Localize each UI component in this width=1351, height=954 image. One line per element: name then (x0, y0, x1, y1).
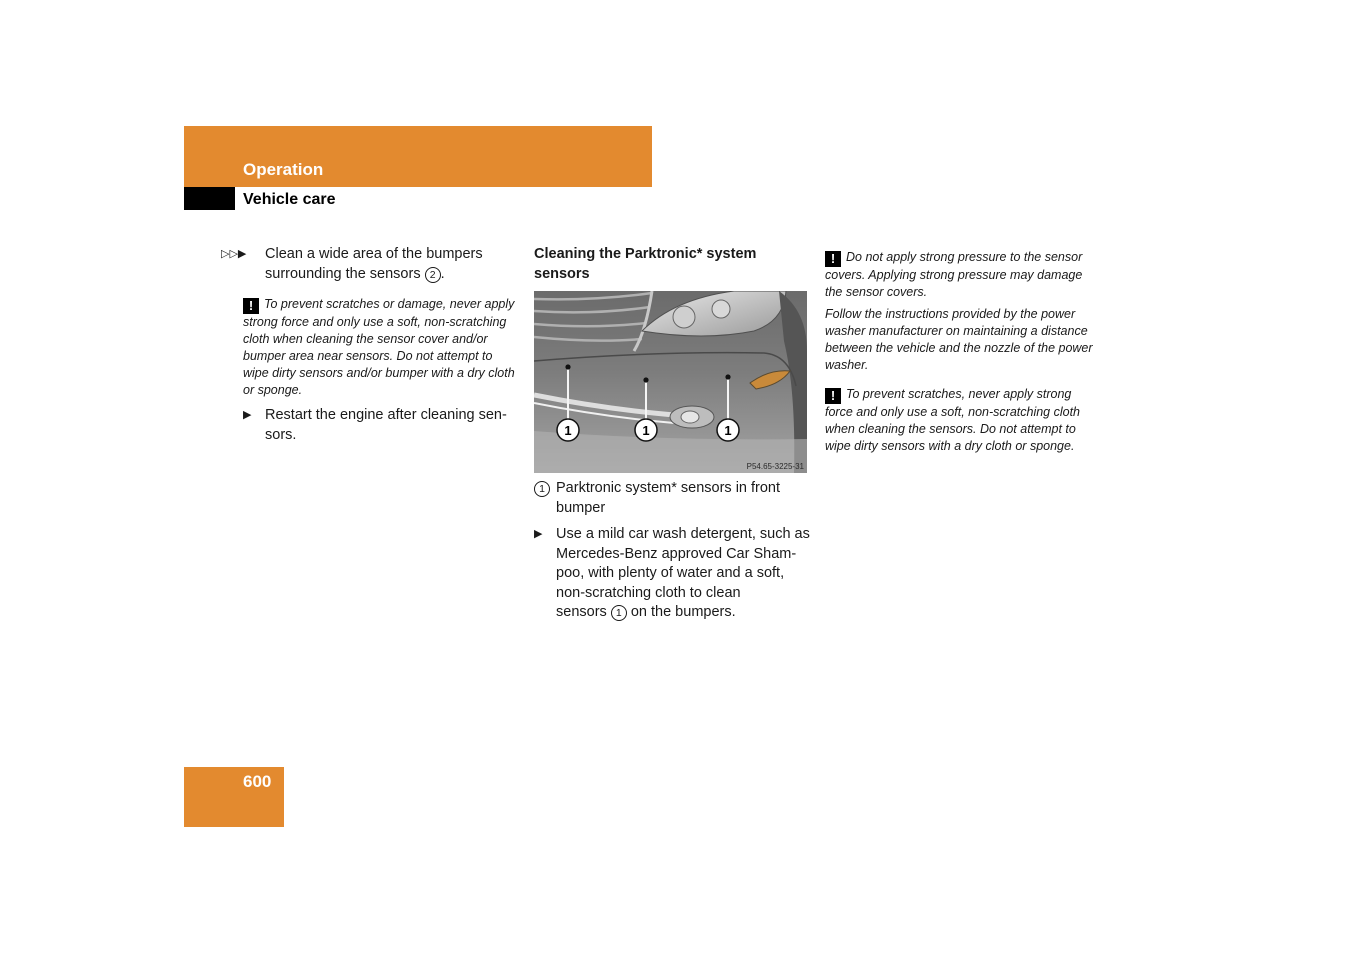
sensor-ref-badge: 1 (611, 605, 627, 621)
pressure-warning-note: ! Do not apply strong pressure to the sensor covers. Applying strong pressure may damage the sensor covers. (825, 250, 1083, 299)
page-number: 600 (243, 772, 272, 791)
bullet-arrow-icon: ▶ (534, 528, 543, 540)
section-heading: Cleaning the Parktronic* system sensors (534, 246, 757, 282)
warning-icon: ! (825, 251, 841, 267)
step-restart-engine (243, 406, 518, 445)
step-text-line: sors. (265, 426, 297, 443)
callout-label: 1 (564, 423, 572, 438)
bumper-photo (534, 291, 807, 473)
figure-legend: 1 Parktronic system* sensors in front bumper (534, 479, 809, 518)
warning-note: ! To prevent scratches or damage, never apply strong force and only use a soft, non-scratching cloth when cleaning the sensor cover and/or bumper area near sensors. Do not attempt to wipe dirty sensors and/or bumper with a dry cloth or sponge. (243, 297, 515, 397)
scratch-warning-note: ! To prevent scratches, never apply strong force and only use a soft, non-scratching cloth when cleaning the sensors. Do not attempt to wipe dirty sensors with a dry cloth or sponge. (825, 387, 1081, 453)
sensor-ref-badge: 2 (425, 267, 441, 283)
subsection-title: Vehicle care (243, 191, 336, 208)
step-text: Clean a wide area of the bumpers surrounding the sensors 2 . (265, 246, 483, 282)
section-title: Operation (243, 160, 324, 179)
step-wash-sensors: ▶ Use a mild car wash detergent, such as Mercedes-Benz approved Car Sham- poo, with plenty of water and a soft, non-scratching cloth to clean sensors 1 on the bumpers. (534, 525, 814, 623)
callout-label: 1 (724, 423, 732, 438)
header-tab-marker (184, 187, 235, 210)
continued-marker-icon: ▷▷▶ (221, 248, 247, 260)
step-clean-bumpers (221, 245, 511, 284)
power-washer-note: Follow the instructions provided by the power washer manufacturer on maintaining a distance between the vehicle and the nozzle of the power washer. (825, 307, 1093, 372)
legend-ref-badge: 1 (534, 481, 550, 497)
warning-icon: ! (243, 298, 259, 314)
warning-icon: ! (825, 388, 841, 404)
step-text-line: Restart the engine after cleaning sen- (265, 407, 507, 423)
callout-label: 1 (642, 423, 650, 438)
figure-code: P54.65-3225-31 (746, 462, 804, 471)
bumper-sensors-illustration (534, 291, 807, 473)
bullet-arrow-icon: ▶ (243, 409, 252, 421)
